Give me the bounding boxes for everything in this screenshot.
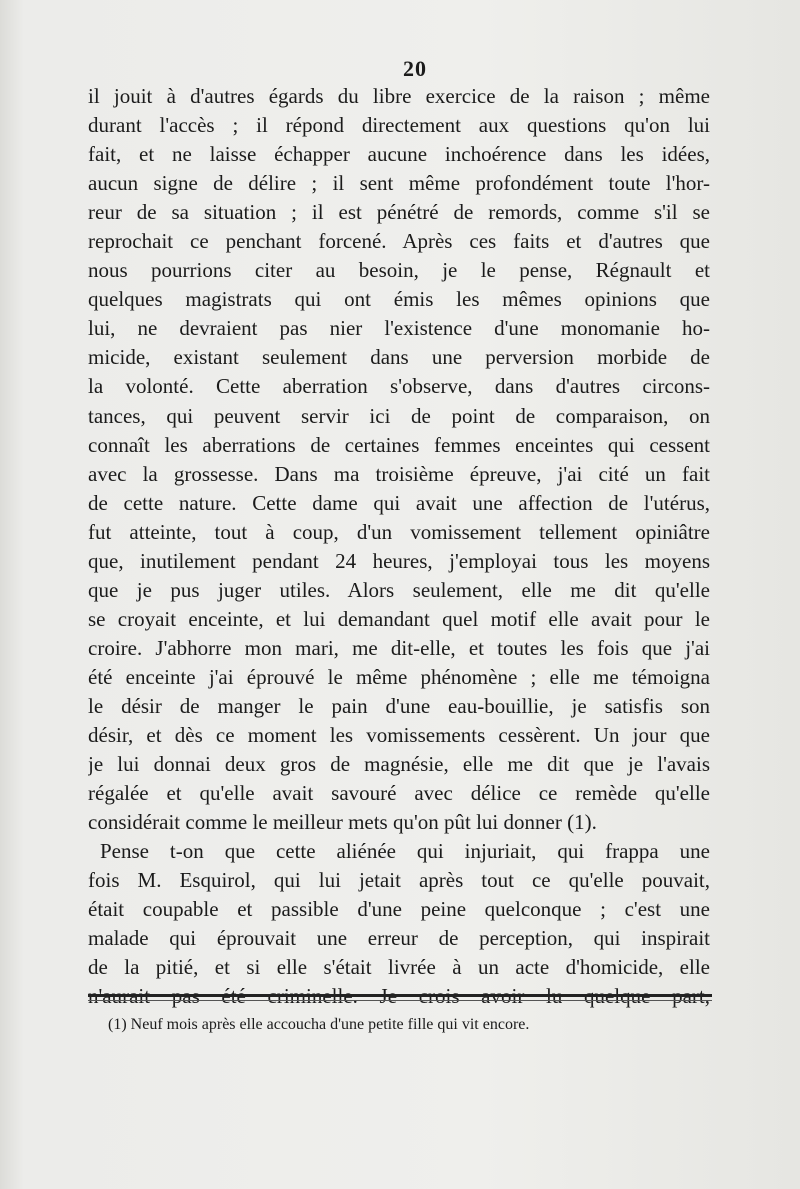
text-line: reur de sa situation ; il est pénétré de remords, comme s'il se (88, 200, 710, 225)
text-line: régalée et qu'elle avait savouré avec délice ce remède qu'elle (88, 781, 710, 806)
text-line: se croyait enceinte, et lui demandant quel motif elle avait pour le (88, 606, 710, 631)
text-line: quelques magistrats qui ont émis les mêmes opinions que (88, 287, 710, 312)
text-line: de la pitié, et si elle s'était livrée à un acte d'homicide, elle (88, 955, 710, 980)
text-line: reprochait ce penchant forcené. Après ces faits et d'autres que (88, 229, 710, 254)
text-line: était coupable et passible d'une peine quelconque ; c'est une (88, 897, 710, 922)
text-line: avec la grossesse. Dans ma troisième épreuve, j'ai cité un fait (88, 461, 710, 486)
text-line: la volonté. Cette aberration s'observe, dans d'autres circons- (88, 374, 710, 399)
text-line: micide, existant seulement dans une perversion morbide de (88, 345, 710, 370)
text-line: lui, ne devraient pas nier l'existence d'une monomanie ho- (88, 316, 710, 341)
footnote-rule-thin (88, 1000, 712, 1001)
text-line: connaît les aberrations de certaines femmes enceintes qui cessent (88, 432, 710, 457)
text-line: durant l'accès ; il répond directement aux questions qu'on lui (88, 113, 710, 138)
text-line: croire. J'abhorre mon mari, me dit-elle, et toutes les fois que j'ai (88, 635, 710, 660)
text-line: aucun signe de délire ; il sent même profondément toute l'hor- (88, 171, 710, 196)
text-line: fut atteinte, tout à coup, d'un vomissement tellement opiniâtre (88, 519, 710, 544)
text-line: que, inutilement pendant 24 heures, j'employai tous les moyens (88, 548, 710, 573)
text-line: je lui donnai deux gros de magnésie, elle me dit que je l'avais (88, 752, 710, 777)
text-line: de cette nature. Cette dame qui avait une affection de l'utérus, (88, 490, 710, 515)
text-line: été enceinte j'ai éprouvé le même phénomène ; elle me témoigna (88, 664, 710, 689)
text-line: fois M. Esquirol, qui lui jetait après tout ce qu'elle pouvait, (88, 868, 710, 893)
text-line: considérait comme le meilleur mets qu'on pût lui donner (1). (88, 810, 597, 835)
footnote-rule (88, 994, 712, 997)
text-line: il jouit à d'autres égards du libre exercice de la raison ; même (88, 84, 710, 108)
body-text (88, 82, 710, 1012)
footnote: (1) Neuf mois après elle accoucha d'une petite fille qui vit encore. (108, 1016, 530, 1033)
text-line: malade qui éprouvait une erreur de perception, qui inspirait (88, 926, 710, 951)
text-line: que je pus juger utiles. Alors seulement, elle me dit qu'elle (88, 577, 710, 602)
text-line: fait, et ne laisse échapper aucune inchoérence dans les idées, (88, 142, 710, 167)
text-line: tances, qui peuvent servir ici de point de comparaison, on (88, 403, 710, 428)
page-number: 20 (403, 56, 427, 81)
text-line: Pense t-on que cette aliénée qui injuriait, qui frappa une (100, 839, 710, 864)
text-line: désir, et dès ce moment les vomissements cessèrent. Un jour que (88, 723, 710, 748)
text-line: le désir de manger le pain d'une eau-bouillie, je satisfis son (88, 693, 710, 718)
text-line: nous pourrions citer au besoin, je le pense, Régnault et (88, 258, 710, 283)
